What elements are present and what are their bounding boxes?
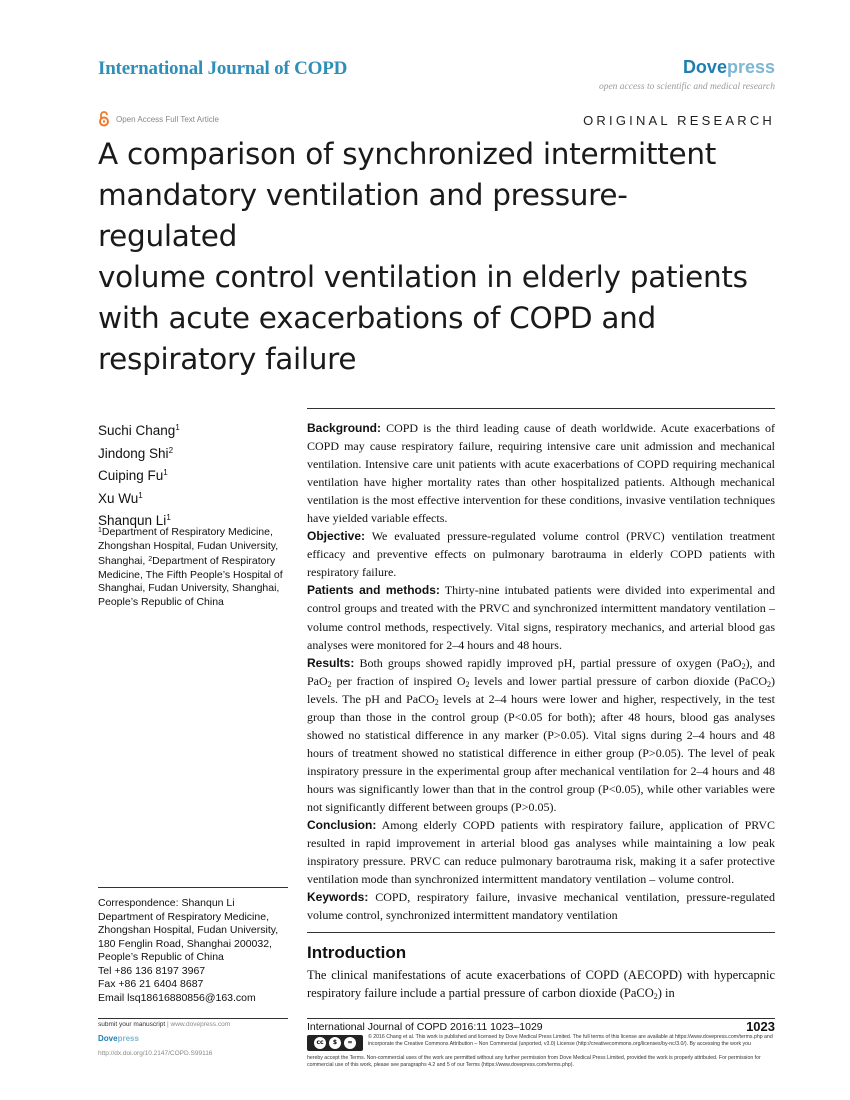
affiliation-number: 2	[148, 556, 153, 563]
correspondence	[98, 897, 298, 1005]
introduction-text	[307, 966, 775, 1002]
paragraph-text: The clinical manifestations of acute exacerbations of COPD (AECOPD) with hypercapnic respiratory failure include a partial pressure of carbon dioxide (PaCO	[307, 968, 775, 1000]
section-label: Results:	[307, 655, 355, 670]
author-name: Jindong Shi	[98, 445, 169, 461]
open-access-label: Open Access Full Text Article	[116, 114, 220, 124]
section-label: Patients and methods:	[307, 583, 440, 598]
correspondence-line: 180 Fenglin Road, Shanghai 200032,	[98, 937, 272, 950]
affiliation-marker: 1	[138, 490, 143, 500]
footer-press: press	[117, 1034, 139, 1043]
subscript: 2	[434, 697, 439, 707]
section-label: Keywords:	[307, 890, 369, 905]
abstract-conclusion	[307, 816, 775, 888]
open-access-badge	[98, 111, 219, 127]
section-text: We evaluated pressure-regulated volume control (PRVC) ventilation treatment efficacy and preventive effects on pulmonary barotrauma in elderly COPD patients with respiratory failure.	[307, 529, 775, 580]
section-text: levels and lower partial pressure of carbon dioxide (PaCO	[469, 673, 767, 688]
author-name: Suchi Chang	[98, 423, 176, 438]
abstract-methods	[307, 581, 775, 653]
section-text: Among elderly COPD patients with respiratory failure, application of PRVC resulted in rapid improvement in arterial blood gas analyses while maintaining a low peak inspiratory pressure. PRVC can reduce pulmonary barotrauma risk, making it a safer protective ventilation mode than synchronized intermittent mandatory ventilation – volume control.	[307, 818, 775, 887]
license-text: hereby accept the Terms. Non-commercial uses of the work are permitted without any further permission from Dove Medical Press Limited, provided the work is properly attributed. For permission for commercial use of this work, please see paragraphs 4.2 and 5 of our Terms (https://www.dovepress.com/terms.php).	[307, 1055, 761, 1068]
paragraph-text: ) in	[657, 986, 675, 1000]
author-name: Shanqun Li	[98, 513, 167, 528]
cc-icon: cc	[314, 1037, 326, 1049]
correspondence-line: Correspondence: Shanqun Li	[98, 897, 235, 909]
submit-url: | www.dovepress.com	[167, 1021, 231, 1028]
section-label: Conclusion:	[307, 818, 377, 833]
submit-label: submit your manuscript	[98, 1021, 166, 1028]
subscript: 2	[465, 679, 470, 689]
section-text: Both groups showed rapidly improved pH, partial pressure of oxygen (PaO	[359, 655, 742, 670]
abstract	[307, 419, 775, 924]
publisher-press: press	[726, 57, 775, 77]
affiliation-marker: 1	[175, 423, 180, 432]
author-list	[98, 418, 180, 531]
affiliation-marker: 1	[163, 468, 168, 477]
noncommercial-icon: $	[329, 1037, 341, 1049]
section-label: Objective:	[307, 529, 366, 544]
publisher-dove: Dove	[682, 57, 727, 77]
section-text: COPD, respiratory failure, invasive mechanical ventilation, pressure-regulated volume control, synchronized intermittent mandatory ventilation	[307, 890, 775, 923]
divider	[307, 1018, 775, 1019]
abstract-background	[307, 419, 775, 527]
correspondence-line: Zhongshan Hospital, Fudan University,	[98, 924, 279, 936]
footer-publisher-logo	[98, 1034, 139, 1043]
author[interactable]	[98, 486, 180, 509]
subscript: 2	[653, 992, 658, 1001]
title-line: mandatory ventilation and pressure-regulated	[98, 178, 628, 253]
author[interactable]	[98, 418, 180, 441]
article-title	[98, 134, 758, 380]
publisher-logo[interactable]	[683, 57, 775, 78]
correspondence-line: Department of Respiratory Medicine,	[98, 910, 269, 923]
affiliation-marker: 2	[168, 445, 174, 455]
section-text: COPD is the third leading cause of death worldwide. Acute exacerbations of COPD may cause respiratory failure, requiring intensive care unit admission and mechanical ventilation. Intensive care unit patients with acute exacerbations of COPD requiring mechanical ventilation have higher mortality rates than other hospitalized patients. Although mechanical ventilation is the most effective intervention for these conditions, invasive ventilation techniques have yielded variable effects.	[307, 421, 776, 526]
affiliations	[98, 524, 290, 609]
divider	[307, 932, 775, 933]
title-line: respiratory failure	[98, 342, 357, 376]
doi-link[interactable]: http://dx.doi.org/10.2147/COPD.S99116	[98, 1050, 213, 1057]
subscript: 2	[327, 679, 332, 689]
title-line: A comparison of synchronized intermittent	[98, 137, 716, 171]
section-heading-introduction: Introduction	[307, 943, 407, 962]
page-number: 1023	[746, 1019, 775, 1034]
article-type: ORIGINAL RESEARCH	[583, 113, 775, 128]
title-line: volume control ventilation in elderly patients	[98, 260, 748, 294]
correspondence-email[interactable]: Email lsq18616880856@163.com	[98, 991, 256, 1004]
affiliation-marker: 1	[166, 513, 171, 522]
divider	[98, 1018, 288, 1019]
divider	[307, 408, 775, 409]
abstract-results	[307, 654, 775, 816]
publisher-tagline: open access to scientific and medical research	[598, 82, 775, 92]
subscript: 2	[741, 661, 746, 671]
author[interactable]	[98, 463, 180, 486]
open-access-lock-icon	[98, 111, 110, 127]
section-label: Background:	[307, 421, 382, 435]
affiliation-text: Department of Respiratory Medicine, Zhongshan Hospital, Fudan University, Shanghai,	[98, 526, 279, 567]
noderivs-icon: =	[344, 1037, 356, 1049]
license-text: © 2016 Chang et al. This work is published and licensed by Dove Medical Press Limited. The full terms of this license are available at https://www.dovepress.com/terms.php and incorporate the Creative Commons Attribution – Non Commercial (unported, v3.0) License (http://creativecommons.org/licenses/by-nc/3.0/). By accessing the work you	[368, 1034, 773, 1047]
correspondence-line: Tel +86 136 8197 3967	[98, 964, 206, 977]
cc-license-icon[interactable]	[307, 1035, 363, 1051]
submit-manuscript-link[interactable]	[98, 1021, 230, 1028]
section-text: Thirty-nine intubated patients were divided into experimental and control groups and treated with the PRVC and synchronized intermittent mandatory ventilation – volume control methods, respectively. Vital signs, respiratory mechanics, and arterial blood gas analyses were monitored for 2–4 hours and 48 hours.	[307, 583, 775, 652]
author[interactable]	[98, 441, 180, 464]
section-text: levels at 2–4 hours were lower and higher, respectively, in the test group than those in the control group (P<0.05 for both); after 48 hours, blood gas analyses showed no statistical difference in any marker (P>0.05). Vital signs during 2–4 hours and 48 hours of treatment showed no statistical difference in either group (P>0.05). The level of peak inspiratory pressure in the experimental group after mechanical ventilation for 2–4 hours and 48 hours was significantly lower than that in the control group (P<0.05), while other variables were not significantly different between groups (P>0.05).	[307, 691, 776, 814]
abstract-keywords	[307, 888, 775, 924]
section-text: per fraction of inspired O	[331, 673, 466, 688]
section-text: ), and PaO	[307, 655, 776, 688]
correspondence-line: Fax +86 21 6404 8687	[98, 978, 204, 990]
divider	[98, 887, 288, 888]
abstract-objective	[307, 527, 775, 581]
title-line: with acute exacerbations of COPD and	[98, 301, 656, 335]
footer-dove: Dove	[98, 1034, 118, 1043]
journal-name[interactable]: International Journal of COPD	[98, 58, 348, 79]
author-name: Xu Wu	[98, 490, 139, 506]
affiliation-number: 1	[98, 527, 102, 534]
section-text: ) levels. The pH and PaCO	[307, 673, 775, 706]
author-name: Cuiping Fu	[98, 468, 164, 483]
citation: International Journal of COPD 2016:11 1023–1029	[307, 1021, 543, 1033]
affiliation-text: Department of Respiratory Medicine, The Fifth People’s Hospital of Shanghai, Fudan University, Shanghai, People’s Republic of China	[98, 555, 283, 608]
correspondence-line: People’s Republic of China	[98, 951, 224, 963]
subscript: 2	[767, 679, 771, 689]
